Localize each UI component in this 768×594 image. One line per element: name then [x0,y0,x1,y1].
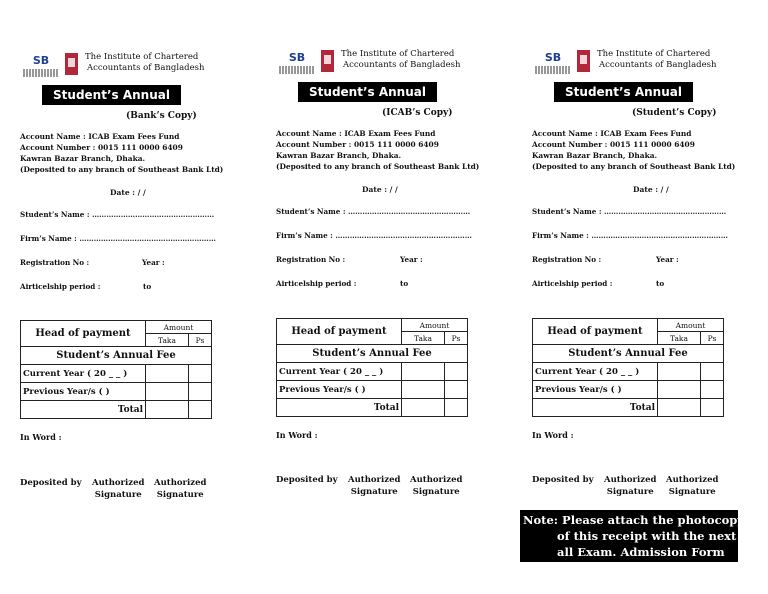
student-name-field: Student’s Name : …………………………………………… [532,207,727,216]
account-details: Account Name : ICAB Exam Fees Fund Account Number : 0015 111 0000 6409 Kawran Bazar Branch, Dhaka. (Deposited to any branch of Southeast Bank Ltd) [532,129,736,171]
date-field: Date : / / [633,185,669,194]
deposit-slip-bank-copy [20,50,225,500]
current-year-taka [658,363,701,381]
previous-year-row: Previous Year/s ( ) [21,383,146,401]
slip-title: Student’s Annual Fee [42,85,181,105]
icab-logo-icon [65,53,78,75]
total-row: Total [533,399,658,417]
registration-field: Registration No : [532,255,602,264]
year-field: Year : [656,255,679,264]
annual-fee-row: Student’s Annual Fee [277,345,468,363]
annual-fee-row: Student’s Annual Fee [21,347,212,365]
total-ps [445,399,468,417]
articleship-to-label: to [656,279,665,288]
copy-label: (ICAB’s Copy) [382,108,453,118]
current-year-ps [189,365,212,383]
annual-fee-row: Student’s Annual Fee [533,345,724,363]
head-of-payment-header: Head of payment [21,321,146,347]
institute-name: The Institute of Chartered Accountants of Bangladesh [597,49,717,70]
previous-year-row: Previous Year/s ( ) [277,381,402,399]
amount-header: Amount [658,319,724,332]
head-of-payment-header: Head of payment [533,319,658,345]
institute-name: The Institute of Chartered Accountants of Bangladesh [341,49,461,70]
southeast-bank-logo-icon: SB [23,54,59,80]
year-field: Year : [400,255,423,264]
current-year-row: Current Year ( 20 _ _ ) [533,363,658,381]
payment-table [276,318,468,417]
taka-header: Taka [402,332,445,345]
total-taka [146,401,189,419]
amount-header: Amount [146,321,212,334]
in-word-field: In Word : [20,432,62,442]
slip-header [20,50,225,82]
slip-header [276,47,481,79]
firm-name-field: Firm’s Name : ………………………………………………… [276,231,472,240]
attachment-note: Note: Please attach the photocopy of this receipt with the next all Exam. Admission Form [520,510,738,562]
icab-logo-icon [321,50,334,72]
total-taka [658,399,701,417]
slip-header [532,47,737,79]
authorized-signature-2: Authorized Signature [154,478,207,500]
current-year-row: Current Year ( 20 _ _ ) [277,363,402,381]
previous-year-taka [146,383,189,401]
deposit-slip-icab-copy [276,47,481,497]
previous-year-taka [658,381,701,399]
institute-name: The Institute of Chartered Accountants of Bangladesh [85,52,205,73]
in-word-field: In Word : [532,430,574,440]
taka-header: Taka [658,332,701,345]
total-ps [189,401,212,419]
authorized-signature-1: Authorized Signature [92,478,145,500]
date-field: Date : / / [362,185,398,194]
articleship-to-label: to [400,279,409,288]
articleship-field: Airticelship period : [532,279,613,288]
in-word-field: In Word : [276,430,318,440]
taka-header: Taka [146,334,189,347]
previous-year-ps [445,381,468,399]
deposited-by-label: Deposited by [20,478,82,488]
previous-year-taka [402,381,445,399]
slip-title: Student’s Annual Fee [554,82,693,102]
total-taka [402,399,445,417]
registration-field: Registration No : [276,255,346,264]
ps-header: Ps [445,332,468,345]
total-row: Total [21,401,146,419]
current-year-ps [701,363,724,381]
ps-header: Ps [701,332,724,345]
student-name-field: Student’s Name : …………………………………………… [276,207,471,216]
current-year-taka [146,365,189,383]
current-year-ps [445,363,468,381]
deposited-by-label: Deposited by [276,475,338,485]
current-year-taka [402,363,445,381]
account-details: Account Name : ICAB Exam Fees Fund Account Number : 0015 111 0000 6409 Kawran Bazar Branch, Dhaka. (Deposited to any branch of Southeast Bank Ltd) [276,129,480,171]
articleship-field: Airticelship period : [276,279,357,288]
year-field: Year : [142,258,165,267]
authorized-signature-2: Authorized Signature [666,475,719,497]
firm-name-field: Firm’s Name : ………………………………………………… [532,231,728,240]
current-year-row: Current Year ( 20 _ _ ) [21,365,146,383]
articleship-field: Airticelship period : [20,282,101,291]
authorized-signature-2: Authorized Signature [410,475,463,497]
previous-year-ps [189,383,212,401]
amount-header: Amount [402,319,468,332]
icab-logo-icon [577,50,590,72]
total-ps [701,399,724,417]
authorized-signature-1: Authorized Signature [604,475,657,497]
deposit-slip-student-copy [532,47,737,497]
previous-year-ps [701,381,724,399]
registration-field: Registration No : [20,258,90,267]
total-row: Total [277,399,402,417]
payment-table [532,318,724,417]
head-of-payment-header: Head of payment [277,319,402,345]
southeast-bank-logo-icon: SB [279,51,315,77]
deposited-by-label: Deposited by [532,475,594,485]
student-name-field: Student’s Name : …………………………………………… [20,210,215,219]
slip-title: Student’s Annual Fee [298,82,437,102]
ps-header: Ps [189,334,212,347]
articleship-to-label: to [143,282,152,291]
southeast-bank-logo-icon: SB [535,51,571,77]
payment-table [20,320,212,419]
authorized-signature-1: Authorized Signature [348,475,401,497]
previous-year-row: Previous Year/s ( ) [533,381,658,399]
firm-name-field: Firm’s Name : ………………………………………………… [20,234,216,243]
date-field: Date : / / [110,188,146,197]
copy-label: (Student’s Copy) [632,108,717,118]
copy-label: (Bank’s Copy) [126,111,197,121]
account-details: Account Name : ICAB Exam Fees Fund Account Number : 0015 111 0000 6409 Kawran Bazar Branch, Dhaka. (Deposited to any branch of Southeast Bank Ltd) [20,132,224,174]
